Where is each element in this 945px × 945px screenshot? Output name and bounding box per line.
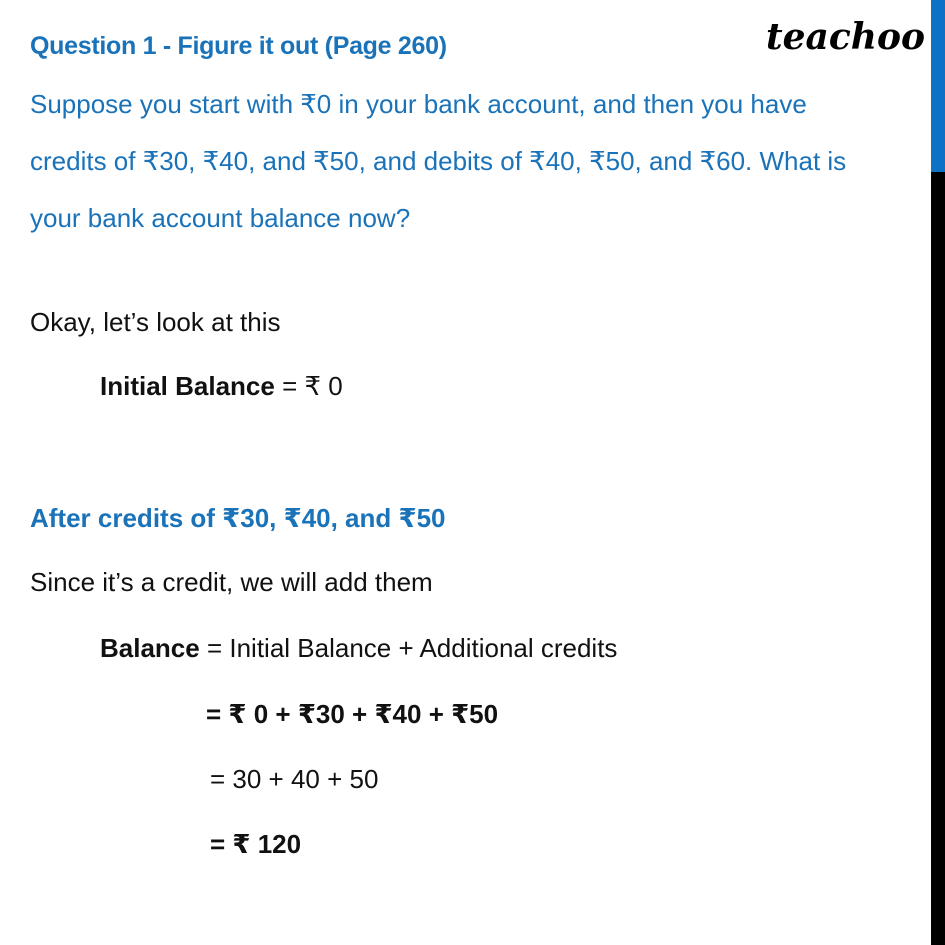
question-line-2: credits of ₹30, ₹40, and ₹50, and debits of ₹40, ₹50, and ₹60. What is: [30, 146, 847, 176]
question-line-1: Suppose you start with ₹0 in your bank account, and then you have: [30, 89, 807, 119]
side-stripe-blue: [931, 0, 945, 172]
step-2: = 30 + 40 + 50: [210, 764, 379, 794]
initial-balance-line: [100, 371, 343, 401]
initial-balance-value: = ₹ 0: [274, 371, 343, 401]
question-title: Question 1 - Figure it out (Page 260): [30, 32, 447, 60]
section-heading: After credits of ₹30, ₹40, and ₹50: [30, 503, 446, 533]
solution-intro: Okay, let’s look at this: [30, 307, 281, 337]
side-stripe-black: [931, 172, 945, 945]
teachoo-logo: teachoo: [766, 16, 925, 58]
step-1: = ₹ 0 + ₹30 + ₹40 + ₹50: [206, 699, 499, 729]
balance-label: Balance: [100, 633, 200, 663]
balance-formula-line: [100, 633, 617, 663]
question-line-3: your bank account balance now?: [30, 203, 411, 233]
step-3-result: = ₹ 120: [210, 829, 302, 859]
balance-formula: = Initial Balance + Additional credits: [199, 633, 618, 663]
explanation: Since it’s a credit, we will add them: [30, 567, 433, 597]
initial-balance-label: Initial Balance: [100, 371, 275, 401]
